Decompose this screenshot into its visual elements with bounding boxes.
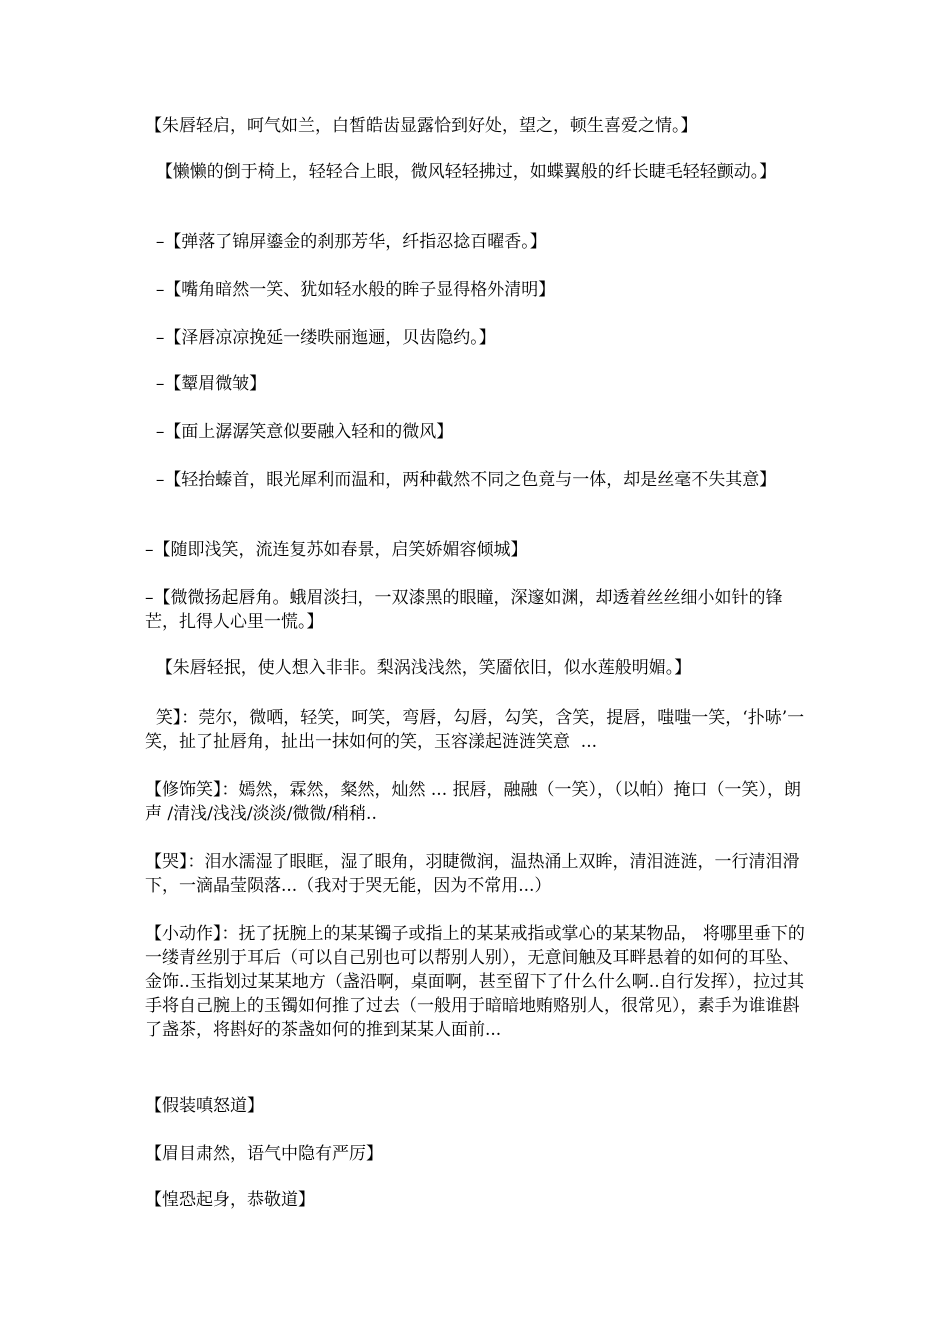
paragraph-17: 【眉目肃然，语气中隐有严厉】 [145, 1144, 383, 1164]
paragraph-1: 【朱唇轻启，呵气如兰，白皙皓齿显露恰到好处，望之，顿生喜爱之情。】 [145, 116, 698, 136]
paragraph-18: 【惶恐起身，恭敬道】 [145, 1190, 315, 1210]
paragraph-13: 【修饰笑】：嫣然，霖然，粲然，灿然 ... 抿唇，融融（一笑），（以帕）掩口（一笑），朗声 /清浅/浅浅/淡淡/微微/稍稍.. [145, 780, 802, 824]
paragraph-6: –【颦眉微皱】 [145, 374, 267, 394]
paragraph-7: –【面上潺潺笑意似要融入轻和的微风】 [145, 422, 454, 442]
paragraph-11: 【朱唇轻抿，使人想入非非。梨涡浅浅然，笑靥依旧，似水莲般明媚。】 [145, 658, 692, 678]
paragraph-5: –【泽唇凉凉挽延一缕昳丽迤逦，贝齿隐约。】 [145, 328, 496, 348]
paragraph-8: –【轻抬螓首，眼光犀利而温和，两种截然不同之色竟与一体，却是丝毫不失其意】 [145, 470, 777, 490]
paragraph-3: –【弹落了锦屏鎏金的刹那芳华，纤指忍捻百曜香。】 [145, 232, 547, 252]
paragraph-16: 【假装嗔怒道】 [145, 1096, 264, 1116]
paragraph-15: 【小动作】：抚了抚腕上的某某镯子或指上的某某戒指或掌心的某某物品， 将哪里垂下的一缕青丝别于耳后（可以自己别也可以帮别人别），无意间触及耳畔悬着的如何的耳坠、金饰..玉指划过某某地方（盏沿啊，桌面啊，甚至留下了什么什么啊..自行发挥），拉过其手将自己腕上的玉镯如何推了过去（一般用于暗暗地贿赂别人，很常见），素手为谁谁斟了盏茶，将斟好的茶盏如何的推到某某人面前... [145, 924, 805, 1040]
paragraph-14: 【哭】：泪水濡湿了眼眶，湿了眼角，羽睫微润，温热涌上双眸，清泪涟涟，一行清泪滑下，一滴晶莹陨落...（我对于哭无能，因为不常用...） [145, 852, 800, 896]
paragraph-12: 笑】：莞尔，微哂，轻笑，呵笑，弯唇，勾唇，勾笑，含笑，提唇，嗤嗤一笑，‘扑哧’一笑，扯了扯唇角，扯出一抹如何的笑，玉容漾起涟涟笑意 ... [145, 708, 805, 752]
paragraph-4: –【嘴角暗然一笑、犹如轻水般的眸子显得格外清明】 [145, 280, 556, 300]
paragraph-2: 【懒懒的倒于椅上，轻轻合上眼，微风轻轻拂过，如蝶翼般的纤长睫毛轻轻颤动。】 [145, 162, 777, 182]
paragraph-9: –【随即浅笑，流连复苏如春景，启笑娇媚容倾城】 [145, 540, 528, 560]
paragraph-10: –【微微扬起唇角。蛾眉淡扫，一双漆黑的眼瞳，深邃如渊，却透着丝丝细小如针的锋芒，扎得人心里一慌。】 [145, 588, 783, 632]
